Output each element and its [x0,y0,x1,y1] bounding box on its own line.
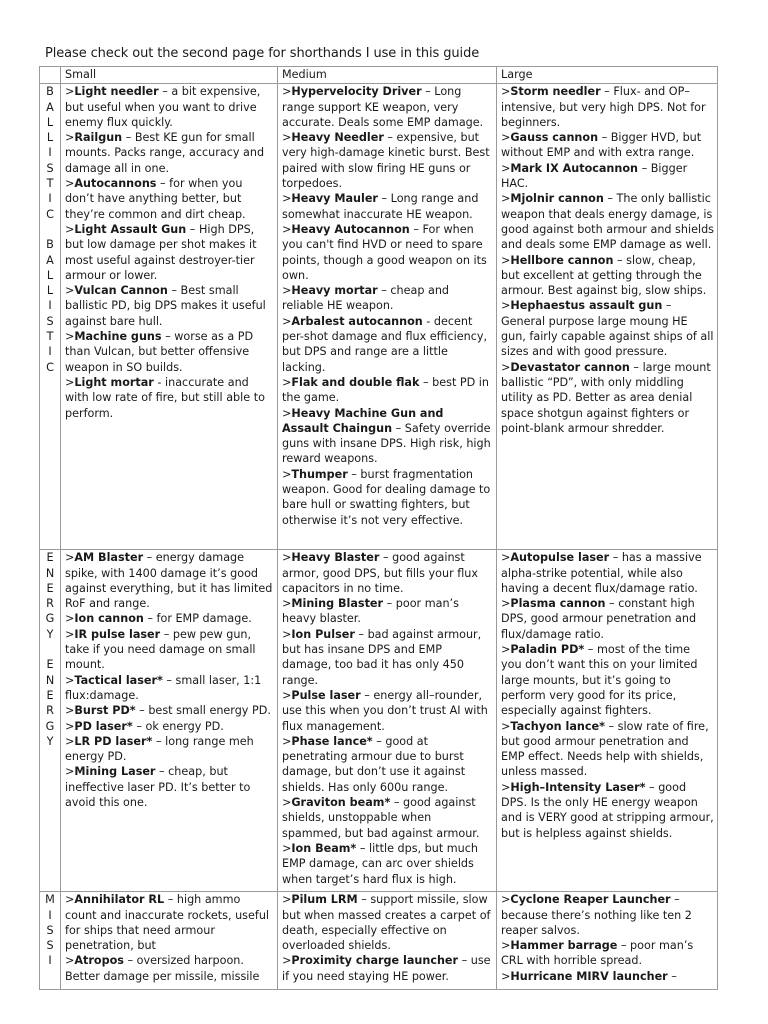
weapon-entry: >Ion Beam* – little dps, but much EMP damage, can arc over shields when target’s hard flux is high. [282,841,479,886]
weapon-entry: >Mining Blaster – poor man’s heavy blaster. [282,597,459,626]
weapon-description: – good against armor, good DPS, but fills your flux capacitors in no time. [282,551,478,595]
weapon-name: Autocannons [74,177,157,191]
weapon-entry: >Mjolnir cannon – The only ballistic weapon that deals energy damage, is good against both armour and shields and deals some EMP damage as well. [501,192,715,252]
weapon-entry: >Tachyon lance* – slow rate of fire, but good armour penetration and EMP effect. Needs help with shields, unless massed. [501,719,709,779]
column-header-medium: Medium [278,67,497,84]
weapon-description: – expensive, but very high-damage kinetic burst. Best paired with slow firing HE guns or torpedoes. [282,131,490,191]
weapon-description: – best small energy PD. [135,704,271,718]
weapon-description: – Bigger HVD, but without EMP and with extra range. [501,131,702,160]
weapon-entry: >Heavy Machine Gun and Assault Chaingun – Safety override guns with insane DPS. High risk, high reward weapons. [282,406,491,466]
weapon-entry: >Light needler – a bit expensive, but useful when you want to drive enemy flux quickly. [65,85,261,129]
weapon-name: Mining Laser [74,765,156,779]
weapon-name: Railgun [74,131,123,145]
category-letter: L [46,131,54,145]
category-row [40,550,718,892]
weapons-cell-large [497,550,718,892]
weapon-description: – poor man’s CRL with horrible spread. [501,939,694,968]
weapon-name: Burst PD* [74,704,136,718]
weapon-name: Heavy mortar [291,284,378,298]
weapon-entry: >Paladin PD* – most of the time you don’t want this on your limited large mounts, but it’s going to perform very good for its price, especially against fighters. [501,643,698,718]
weapon-name: Autopulse laser [510,551,610,565]
category-letter: I [48,345,52,359]
category-letter: C [46,360,54,374]
category-letter: S [46,314,54,328]
weapon-entry: >Hellbore cannon – slow, cheap, but excellent at getting through the armour. Best against big, slow ships. [501,253,707,298]
weapon-description: – Best KE gun for small mounts. Packs range, accuracy and damage all in one. [65,131,265,175]
weapon-entry: >Light mortar - inaccurate and with low rate of fire, but still able to perform. [65,375,265,420]
weapon-name: Ion Pulser [291,627,355,641]
weapon-name: Heavy Blaster [291,551,380,565]
category-letter: N [45,673,55,687]
weapon-entry: >Graviton beam* – good against shields, unstoppable when spammed, but bad against armour. [282,796,480,840]
weapon-name: Tactical laser* [74,673,163,687]
weapons-cell-large [497,84,718,550]
weapon-entry: >Storm needler – Flux- and OP–intensive, but very high DPS. Not for beginners. [501,85,706,129]
weapon-entry: >Devastator cannon – large mount ballistic “PD”, with only middling utility as PD. Better as area denial space shotgun against fighters or point-blank armour shredder. [501,360,711,435]
weapon-entry: >Vulcan Cannon – Best small ballistic PD, big DPS makes it useful against bare hull. [65,284,266,328]
weapon-description: – cheap, but ineffective laser PD. It’s better to avoid this one. [65,765,251,810]
weapon-name: Proximity charge launcher [291,954,459,968]
weapon-description: – cheap and reliable HE weapon. [282,284,450,313]
weapon-entry: >Heavy Autocannon – For when you can't find HVD or need to spare points, though a good weapon on its own. [282,222,487,282]
weapon-entry: >Proximity charge launcher – use if you need staying HE power. [282,954,491,983]
column-header-small: Small [61,67,278,84]
weapon-entry: >Thumper – burst fragmentation weapon. Good for dealing damage to bare hull or swatting fighters, but otherwise it’s not very effective. [282,467,491,527]
weapon-name: Heavy Needler [291,131,384,145]
weapon-entry: >Flak and double flak – best PD in the game. [282,375,489,405]
weapon-name: Paladin PD* [510,643,585,657]
intro-note: Please check out the second page for shorthands I use in this guide [45,46,480,61]
weapon-entry: >IR pulse laser – pew pew gun, take if you need damage on small mount. [65,627,256,672]
weapon-name: Graviton beam* [291,796,391,810]
weapons-cell-small [61,892,278,990]
weapon-description: – oversized harpoon. Better damage per missile, missile [65,954,260,983]
weapon-name: Ion Beam* [291,841,357,855]
weapon-name: Pilum LRM [291,893,358,907]
weapon-description: – large mount ballistic “PD”, with only middling utility as PD. Better as area denial space shotgun against fighters or point-blank armour shredder. [501,360,711,435]
weapon-description: – good DPS. Is the only HE energy weapon and is VERY good at stripping armour, but is helpless against shields. [501,780,714,840]
weapon-entry: >Tactical laser* – small laser, 1:1 flux:damage. [65,673,262,702]
weapon-entry: >Pilum LRM – support missile, slow but when massed creates a carpet of death, especially effective on overloaded shields. [282,893,491,953]
weapon-description: – Bigger HAC. [501,161,688,191]
weapon-name: Light mortar [74,375,154,389]
weapon-description: – poor man’s heavy blaster. [282,597,459,626]
weapon-entry: >Gauss cannon – Bigger HVD, but without EMP and with extra range. [501,131,702,160]
weapon-description: - decent per-shot damage and flux efficiency, but DPS and range are a little lacking. [282,314,488,374]
weapon-description: – bad against armour, but has insane DPS and EMP damage, too bad it has only 450 range. [282,627,482,687]
weapon-description: – high ammo count and inaccurate rockets, useful for ships that need armour penetration, but [65,893,270,953]
category-letter: M [45,893,55,907]
category-letter: C [46,207,54,221]
weapons-table [39,66,718,990]
weapon-name: Mining Blaster [291,597,384,611]
weapon-description: – For when you can't find HVD or need to spare points, though a good weapon on its own. [282,222,487,282]
weapon-entry: >Arbalest autocannon - decent per-shot damage and flux efficiency, but DPS and range are a little lacking. [282,314,488,374]
category-letter: S [46,161,54,175]
weapons-cell-medium [278,84,497,550]
weapon-name: Cyclone Reaper Launcher [510,893,671,907]
weapon-name: Arbalest autocannon [291,314,423,328]
weapon-entry: >Hurricane MIRV launcher – [501,969,677,983]
weapon-entry: >PD laser* – ok energy PD. [65,719,224,733]
category-letter: S [46,923,54,937]
category-letter: I [48,146,52,160]
category-letter: I [48,908,52,922]
weapon-description: – burst fragmentation weapon. Good for dealing damage to bare hull or swatting fighters, but otherwise it’s not very effective. [282,467,491,527]
weapon-name: Pulse laser [291,688,361,702]
weapon-description: – slow, cheap, but excellent at getting through the armour. Best against big, slow ships. [501,253,707,298]
category-letter: R [46,597,54,611]
weapon-name: Hammer barrage [510,939,618,953]
weapon-name: Vulcan Cannon [74,284,168,298]
category-letter: G [45,612,55,626]
weapon-description: – pew pew gun, take if you need damage on small mount. [65,627,256,672]
weapon-name: PD laser* [74,719,133,733]
weapon-description: – The only ballistic weapon that deals energy damage, is good against both armour and shields and deals some EMP damage as well. [501,192,715,252]
weapon-description: – use if you need staying HE power. [282,954,491,983]
weapon-entry: >Mark IX Autocannon – Bigger HAC. [501,161,688,191]
weapon-description: – ok energy PD. [132,719,224,733]
category-letter: T [46,330,54,344]
weapon-name: AM Blaster [74,551,144,565]
weapon-name: Hypervelocity Driver [291,85,422,99]
category-letter: L [46,268,54,282]
weapon-entry: >Burst PD* – best small energy PD. [65,704,271,718]
category-letter: T [46,177,54,191]
weapon-description: – Safety override guns with insane DPS. High risk, high reward weapons. [282,421,491,466]
weapons-cell-small [61,84,278,550]
category-letter: A [46,253,54,267]
weapon-entry: >Light Assault Gun – High DPS, but low damage per shot makes it most useful against destroyer-tier armour or lower. [65,222,257,282]
category-letter: I [48,954,52,968]
weapon-description: – constant high DPS, good armour penetration and flux/damage ratio. [501,597,697,641]
weapon-description: – Long range and somewhat inaccurate HE weapon. [282,192,479,221]
weapon-name: Storm needler [510,85,601,99]
weapon-entry: >Railgun – Best KE gun for small mounts. Packs range, accuracy and damage all in one. [65,131,265,175]
category-letter: L [46,115,54,129]
category-letter: E [46,581,54,595]
weapon-description: – a bit expensive, but useful when you want to drive enemy flux quickly. [65,85,261,129]
weapon-entry: >Heavy Needler – expensive, but very high-damage kinetic burst. Best paired with slow firing HE guns or torpedoes. [282,131,490,191]
weapons-cell-medium [278,892,497,990]
weapon-name: Light Assault Gun [74,222,187,236]
weapon-description: – has a massive alpha-strike potential, while also having a decent flux/damage ratio. [501,551,702,595]
weapon-description: – for EMP damage. [143,612,252,626]
weapon-name: Hurricane MIRV launcher [510,969,668,983]
weapon-description: – little dps, but much EMP damage, can arc over shields when target’s hard flux is high. [282,841,479,886]
weapon-description: – Best small ballistic PD, big DPS makes it useful against bare hull. [65,284,266,328]
weapon-description: – good at penetrating armour due to burst damage, but don’t use it against shields. Has only 600u range. [282,734,466,794]
weapon-entry: >AM Blaster – energy damage spike, with 1400 damage it’s good against everything, but it has limited RoF and range. [65,551,273,611]
category-letter: Y [46,734,54,748]
category-row [40,84,718,550]
category-letter: B [46,238,54,252]
category-letter: I [48,192,52,206]
weapon-name: IR pulse laser [74,627,161,641]
weapon-entry: >Plasma cannon – constant high DPS, good armour penetration and flux/damage ratio. [501,597,697,641]
category-letter: E [46,658,54,672]
weapon-description: – General purpose large moung HE gun, fairly capable against ships of all sizes and with good pressure. [501,299,714,359]
weapon-name: Heavy Mauler [291,192,378,206]
weapon-description: – long range meh energy PD. [65,734,254,764]
weapon-entry: >Annihilator RL – high ammo count and inaccurate rockets, useful for ships that need armour penetration, but [65,893,270,953]
weapon-name: Annihilator RL [74,893,165,907]
category-letter: E [46,551,54,565]
weapon-name: LR PD laser* [74,734,153,748]
category-letter: L [46,284,54,298]
weapon-description: – energy damage spike, with 1400 damage it’s good against everything, but it has limited RoF and range. [65,551,273,611]
weapon-name: Mjolnir cannon [510,192,604,206]
weapon-entry: >LR PD laser* – long range meh energy PD. [65,734,254,764]
category-letter: R [46,704,54,718]
weapon-name: Atropos [74,954,124,968]
weapon-entry: >Pulse laser – energy all–rounder, use this when you don’t trust AI with flux management. [282,688,488,733]
weapon-description: – [667,969,677,983]
weapon-description: – energy all–rounder, use this when you don’t trust AI with flux management. [282,688,488,733]
category-row [40,892,718,990]
weapons-cell-small [61,550,278,892]
weapon-name: High–Intensity Laser* [510,780,646,794]
weapon-entry: >Ion cannon – for EMP damage. [65,612,252,626]
weapon-name: Devastator cannon [510,360,630,374]
category-letter: I [48,299,52,313]
header-row [40,67,718,84]
weapon-name: Heavy Autocannon [291,222,410,236]
weapon-description: – for when you don’t have anything better, but they’re common and dirt cheap. [65,177,246,221]
weapon-name: Gauss cannon [510,131,599,145]
weapon-description: – support missile, slow but when massed creates a carpet of death, especially effective on overloaded shields. [282,893,491,953]
weapon-name: Machine guns [74,330,162,344]
weapon-name: Phase lance* [291,734,373,748]
weapon-name: Thumper [291,467,348,481]
weapon-entry: >Autocannons – for when you don’t have anything better, but they’re common and dirt cheap. [65,177,246,221]
weapon-name: Plasma cannon [510,597,606,611]
category-gap [40,642,60,657]
weapon-entry: >Cyclone Reaper Launcher – because there’s nothing like ten 2 reaper salvos. [501,893,692,937]
weapon-entry: >Machine guns – worse as a PD than Vulcan, but better offensive weapon in SO builds. [65,330,254,374]
category-gap [40,222,60,237]
weapons-cell-large [497,892,718,990]
weapon-description: – because there’s nothing like ten 2 reaper salvos. [501,893,692,937]
category-label [40,84,61,550]
corner-cell [40,67,61,84]
category-letter: N [45,566,55,580]
column-header-large: Large [497,67,718,84]
weapon-name: Hellbore cannon [510,253,614,267]
weapon-description: – best PD in the game. [282,375,489,405]
weapon-name: Flak and double flak [291,375,420,389]
weapon-entry: >Atropos – oversized harpoon. Better damage per missile, missile [65,954,260,983]
category-letter: Y [46,627,54,641]
weapon-description: – slow rate of fire, but good armour penetration and EMP effect. Needs help with shields, unless massed. [501,719,709,779]
weapon-entry: >Autopulse laser – has a massive alpha-strike potential, while also having a decent flux/damage ratio. [501,551,702,595]
weapon-name: Mark IX Autocannon [510,161,639,175]
weapon-entry: >Ion Pulser – bad against armour, but has insane DPS and EMP damage, too bad it has only 450 range. [282,627,482,687]
weapon-name: Heavy Machine Gun and Assault Chaingun [282,406,444,435]
category-letter: A [46,100,54,114]
weapon-name: Hephaestus assault gun [510,299,663,313]
category-label [40,892,61,990]
weapon-description: – small laser, 1:1 flux:damage. [65,673,262,702]
weapon-description: – Long range support KE weapon, very accurate. Deals some EMP damage. [282,85,484,129]
category-letter: G [45,719,55,733]
weapon-entry: >Heavy mortar – cheap and reliable HE weapon. [282,284,450,313]
weapon-name: Ion cannon [74,612,144,626]
weapon-entry: >Heavy Blaster – good against armor, good DPS, but fills your flux capacitors in no time. [282,551,478,595]
weapon-entry: >Hammer barrage – poor man’s CRL with horrible spread. [501,939,694,968]
weapon-description: - inaccurate and with low rate of fire, but still able to perform. [65,375,265,420]
weapon-description: – most of the time you don’t want this on your limited large mounts, but it’s going to perform very good for its price, especially against fighters. [501,643,698,718]
weapon-entry: >Hephaestus assault gun – General purpose large moung HE gun, fairly capable against ships of all sizes and with good pressure. [501,299,714,359]
weapon-description: – good against shields, unstoppable when spammed, but bad against armour. [282,796,480,840]
category-label [40,550,61,892]
weapon-entry: >Heavy Mauler – Long range and somewhat inaccurate HE weapon. [282,192,479,221]
weapon-description: – worse as a PD than Vulcan, but better offensive weapon in SO builds. [65,330,254,374]
weapons-cell-medium [278,550,497,892]
category-letter: S [46,939,54,953]
category-letter: B [46,85,54,99]
weapon-description: – High DPS, but low damage per shot makes it most useful against destroyer-tier armour or lower. [65,222,257,282]
weapon-entry: >Mining Laser – cheap, but ineffective laser PD. It’s better to avoid this one. [65,765,251,810]
weapon-name: Light needler [74,85,159,99]
weapon-entry: >High–Intensity Laser* – good DPS. Is the only HE energy weapon and is VERY good at stripping armour, but is helpless against shields. [501,780,714,840]
weapon-entry: >Hypervelocity Driver – Long range support KE weapon, very accurate. Deals some EMP damage. [282,85,484,129]
weapon-entry: >Phase lance* – good at penetrating armour due to burst damage, but don’t use it against shields. Has only 600u range. [282,734,466,794]
weapon-name: Tachyon lance* [510,719,605,733]
category-letter: E [46,688,54,702]
weapon-description: – Flux- and OP–intensive, but very high DPS. Not for beginners. [501,85,706,129]
